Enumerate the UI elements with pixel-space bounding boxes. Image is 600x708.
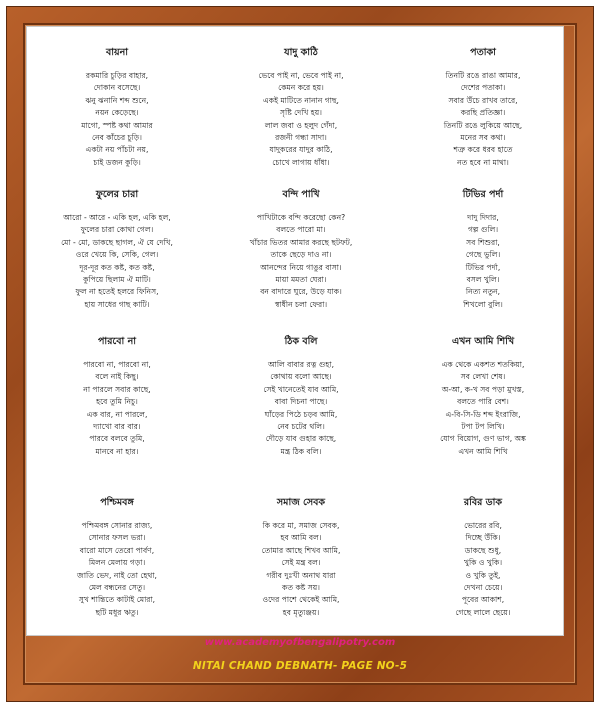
poem-line: গরীব দুঃখী অনাথ যারা — [266, 570, 336, 580]
poem-line: ঝনু ঝনানি শব্দ শুনে, — [85, 95, 149, 105]
poem-line: একই মাটিতে নানান গাছ, — [263, 95, 339, 105]
poem-title: পতাকা — [470, 47, 496, 58]
poem-line: বলতে পারি বেশ। — [457, 397, 509, 407]
poem-line: তোমার আছে শিখব আমি, — [261, 545, 341, 555]
poem-line: কত কষ্ট সয়। — [282, 583, 320, 593]
poem-title: পশ্চিমবঙ্গ — [100, 497, 134, 508]
poem-title: এখন আমি শিখি — [451, 336, 515, 347]
poem-line: বারো মাসে তেরো পার্বণ, — [79, 545, 155, 555]
poem-line: খুকি ও খুকি। — [463, 558, 503, 568]
poem-line: এ-বি-সি-ডি শব্দ ইংরাজি, — [445, 409, 521, 419]
poem-line: ঘাঁড়ের পিঠে চড়ব আমি, — [264, 409, 338, 419]
poem-line: রজনী গন্ধা সাদা। — [275, 133, 327, 143]
poem-line: পারবো না, পারবো না, — [83, 360, 151, 369]
poem-line: বসল খুলি। — [466, 275, 500, 285]
poem-line: ডাকছে শুধু, — [464, 545, 502, 555]
poem-line: আনন্দের নিয়ে গাঙুর বাসা। — [260, 262, 342, 272]
poem-line: করছি প্রতিজ্ঞা। — [460, 108, 506, 118]
poem-line: গেছে ভুলি। — [465, 250, 501, 260]
poem-line: বলতে পারো মা। — [276, 225, 326, 235]
poem-line: তাকে ছেড়ে দাও না। — [270, 250, 332, 260]
poem-block — [216, 335, 386, 458]
poem-line: ওরে খেয়ে কি, সেকি, গেল। — [75, 250, 159, 260]
poem-line: স্বাধীন চলা ফেরা। — [274, 299, 328, 309]
poem-line: ও খুকি তুই, — [465, 570, 501, 580]
poem-line: হব আমি বল। — [280, 533, 322, 543]
poem-line: হবে তুমি নিচু। — [96, 397, 138, 407]
poem-line: কোথায় বলো আছে। — [270, 372, 332, 382]
poem-line: একটা নয় পাঁচটা নয়, — [85, 145, 149, 155]
poem-line: ফুল না হতেই হলরে ফিনিস, — [75, 287, 159, 297]
poem-line: নত হবে না মাথা। — [457, 157, 509, 167]
poem-line: বন বাদারে ঘুরে, উড়ে যাক। — [260, 287, 342, 297]
poem-line: সৃষ্টি দেখি হয়। — [280, 108, 322, 118]
poem-title: টিভির পর্দা — [462, 189, 504, 200]
poem-line: দৌড়ে যাব গুহার কাছে, — [265, 434, 337, 444]
poem-title: সমাজ সেবক — [276, 497, 326, 508]
poem-line: মায়া মমতা ঘেরা। — [275, 275, 327, 285]
poem-line: গেছে লালে ছেয়ে। — [455, 607, 511, 617]
poem-line: দ্যাখো বার বার। — [93, 422, 141, 432]
poem-line: তিনটি রঙে লুকিয়ে আছে, — [443, 120, 523, 130]
poem-line: হায় সাধের গাছ কাটি। — [84, 299, 150, 309]
poem-line: নয়ন কেড়েছে। — [95, 108, 139, 118]
poem-line: এক বার, না পারলে, — [86, 409, 148, 419]
poem-line: মো - মো, ডাকছে ছাগল, ঐ যে দেখি, — [61, 237, 173, 247]
poem-line: সোনার ফসল ভরা। — [88, 533, 146, 543]
poem-line: তিনটি রঙে রাঙা আমার, — [445, 71, 521, 80]
poem-title: বায়না — [105, 47, 129, 58]
poem-title: ফুলের চারা — [95, 189, 139, 200]
poem-line: আলি বাবার রত্ন গুহা, — [267, 360, 335, 369]
poem-line: লাল জবা ও হলুদ গেঁদা, — [264, 120, 338, 130]
poem-line: গল্প গুলি। — [467, 225, 499, 235]
poem-line: নেব কাঁচের চুড়ি। — [92, 133, 142, 143]
poem-line: পূবের আকাশ, — [461, 595, 505, 605]
poem-line: টিভির পর্দা, — [465, 262, 501, 272]
poem-line: ফুলের চারা কোথা গেল। — [80, 225, 154, 235]
poem-line: হব মৃত্যুঞ্জয়। — [282, 607, 320, 617]
poem-line: শিখলো বুলি। — [463, 299, 503, 309]
poem-line: পারবে বলবে তুমি, — [89, 434, 145, 444]
author-page-credit: NITAI CHAND DEBNATH- PAGE NO-5 — [192, 660, 408, 672]
poem-line: শত্রু করে ধরব হাতে — [453, 145, 513, 155]
poem-line: সব শিশুরা, — [466, 237, 500, 247]
poem-block — [32, 46, 202, 169]
poem-block — [398, 496, 568, 619]
poem-line: মনের সব কথা। — [460, 133, 506, 143]
poem-line: বাবা দিচনা পাছে। — [274, 397, 328, 407]
poem-block — [216, 188, 386, 311]
poem-line: এখন আমি শিখি — [458, 446, 508, 456]
poem-line: মানবে না হার। — [95, 446, 139, 456]
poem-line: ভেবে পাই না, ভেবে পাই না, — [258, 71, 344, 80]
poem-line: ছটি মধুর ঋতু। — [95, 607, 139, 617]
poem-block — [216, 496, 386, 619]
poem-line: চাই ডজন কুড়ি। — [93, 157, 141, 167]
poem-line: দেখনা চেয়ে। — [463, 583, 503, 593]
poem-line: কি করে মা, সমাজ সেবক, — [262, 521, 340, 530]
poem-line: মিলন মেলায় গড়া। — [88, 558, 146, 568]
poem-block — [32, 335, 202, 458]
poem-line: দিচ্ছে উঁকি। — [465, 533, 501, 543]
poem-line: কেমন করে হয়। — [278, 83, 324, 93]
poem-line: এক থেকে একশত শতকিয়া, — [441, 360, 525, 369]
poem-line: নিত্য নতুন, — [465, 287, 501, 297]
poem-line: যাদুকরের যাদুর কাঠি, — [269, 145, 333, 155]
poem-line: সেই খানেতেই যাব আমি, — [263, 384, 339, 394]
poem-line: অ-আ, ক-খ সব পড়া মুখস্ত, — [441, 384, 525, 394]
poem-line: বলে নাই কিছু। — [95, 372, 139, 382]
poem-line: চোখে লাগায় ধাঁধা। — [272, 157, 330, 167]
poem-line: সেই মন্ত্র বল। — [281, 558, 321, 568]
poem-line: পাখিটাকে বন্দি করেছো কেন? — [256, 213, 346, 222]
poem-line: মন্ত্র ঠিক বলি। — [280, 446, 322, 456]
poem-block — [398, 46, 568, 169]
poem-title: ঠিক বলি — [284, 336, 318, 347]
poem-line: যোগ বিয়োগ, গুণ ভাগ, অঙ্ক — [440, 434, 526, 444]
poem-title: যাদু কাঠি — [284, 47, 318, 58]
poem-line: দূর-দূর কত কষ্ট, কত কষ্ট, — [79, 262, 155, 272]
poem-line: রকমারি চুড়ির বাহার, — [85, 71, 149, 80]
poem-line: দোকান বসেছে। — [93, 83, 141, 93]
poem-title: পারবো না — [97, 336, 137, 347]
poem-line: জাতি ভেদ, নাই তো হেথা, — [77, 570, 157, 580]
poem-line: মেল বন্ধনের সেতু। — [88, 583, 146, 593]
poem-line: সুখ শান্তিতে কাটাই মোরা, — [78, 595, 156, 605]
poem-line: দেশের পতাকা। — [460, 83, 506, 93]
poem-line: টপা টপ লিখি। — [461, 422, 505, 432]
poem-title: রবির ডাক — [463, 497, 503, 508]
poem-line: ওদের পাশে থেকেই আমি, — [262, 595, 340, 605]
poem-line: সব লেখা শেষ। — [460, 372, 506, 382]
poem-title: বন্দি পাখি — [282, 189, 320, 200]
website-url: www.academyofbengalipotry.com — [204, 637, 396, 648]
poem-block — [32, 496, 202, 619]
poem-block — [398, 188, 568, 311]
poem-line: ভোরের রবি, — [464, 521, 502, 530]
poem-line: না পারলে সবার কাছে, — [83, 384, 151, 394]
poem-line: খাঁচার ভিতর আমার করছে ছটফট, — [249, 237, 353, 247]
poem-line: পশ্চিমবঙ্গ সোনার রাজ্য, — [81, 521, 153, 530]
poem-line: সবার উঁচে রাখব তারে, — [448, 95, 518, 105]
poem-block — [216, 46, 386, 169]
poem-line: দাদু দিদার, — [467, 213, 499, 222]
poem-line: নেব চটের থলি। — [277, 422, 325, 432]
poem-block — [398, 335, 568, 458]
poem-line: আরো - আরে - একি হল, একি হল, — [63, 213, 171, 222]
poem-line: কুপিয়ে ছিলাম ঐ মাটি। — [83, 275, 151, 285]
poem-block — [32, 188, 202, 311]
poem-line: মাগো, স্পষ্ট কথা আমার — [81, 120, 153, 130]
